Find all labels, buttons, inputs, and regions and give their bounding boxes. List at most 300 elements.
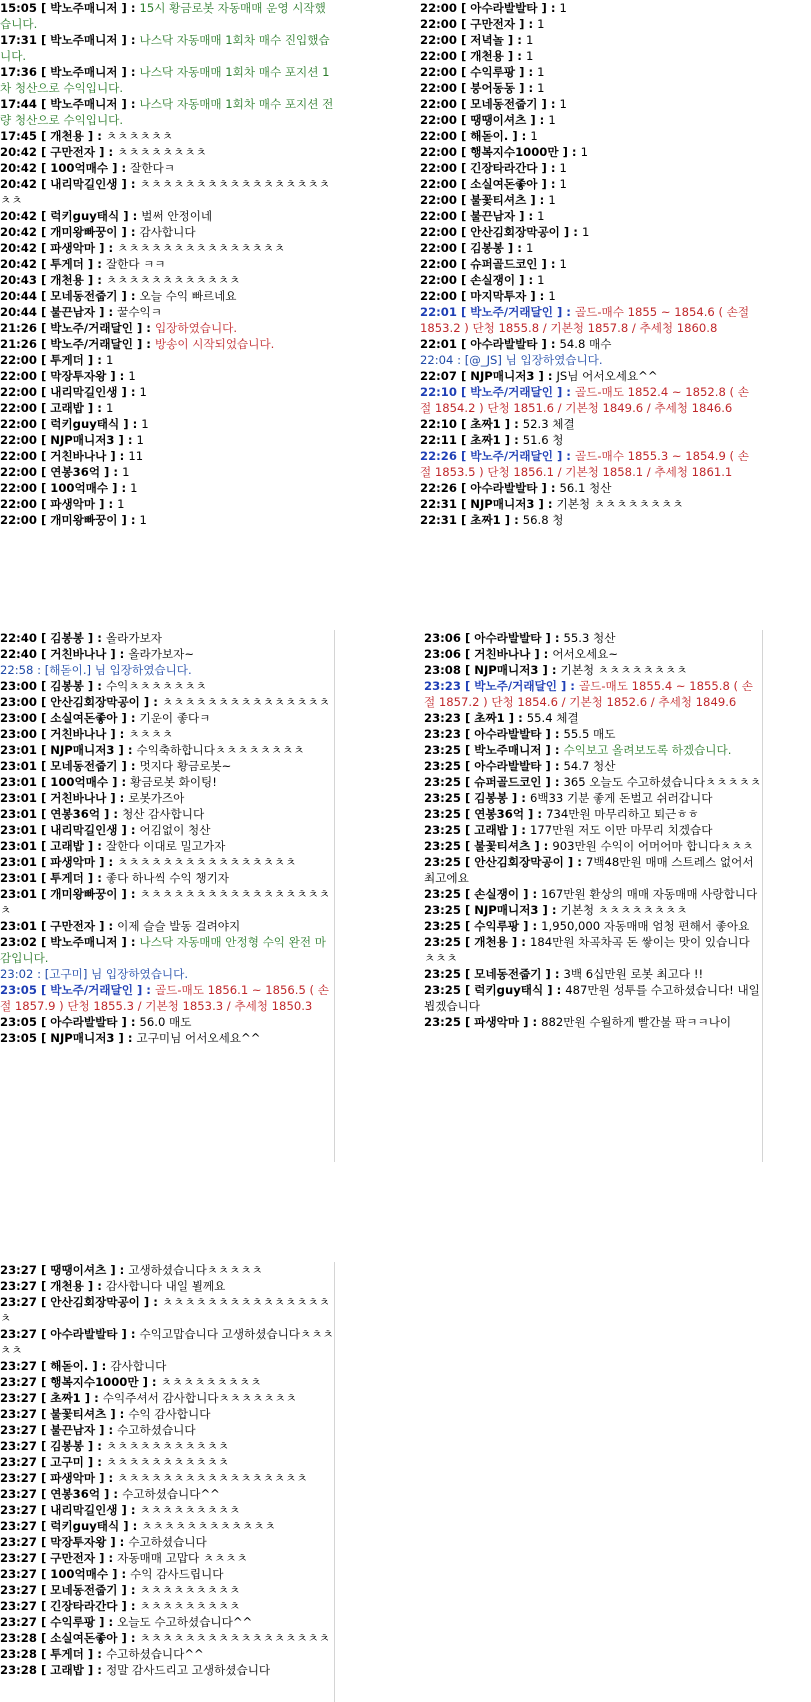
chat-message: 23:27 [ 연봉36억 ] : 수고하셨습니다^^: [0, 1487, 220, 1501]
message-time: 23:23: [424, 679, 461, 693]
message-time: 22:31: [420, 497, 457, 511]
chat-message: 23:02 [ 박노주매니저 ] : 나스닥 자동매매 안정형 수익 완전 마감입니다.: [0, 935, 326, 965]
sender-name[interactable]: 파생악마: [50, 497, 96, 511]
message-text: 골드-매수 1855 ~ 1854.6 ( 손절 1853.2 ) 단청 1855.8 / 기본청 1857.8 / 추세청 1860.8: [420, 305, 750, 335]
message-text: 7백48만원 매매 스트레스 없어서 최고에요: [424, 855, 754, 885]
chat-message: 23:00 [ 소실여돈좋아 ] : 기운이 좋다ㅋ: [0, 711, 211, 725]
message-text: ㅊㅊㅊㅊㅊㅊㅊㅊㅊ: [139, 1583, 241, 1597]
message-text: 1: [122, 465, 130, 479]
message-text: 15시 황금로봇 자동매매 운영 시작했습니다.: [0, 1, 326, 31]
chat-message: 23:01 [ 파생악마 ] : ㅊㅊㅊㅊㅊㅊㅊㅊㅊㅊㅊㅊㅊㅊㅊㅊ: [0, 855, 297, 869]
message-time: 23:27: [0, 1535, 37, 1549]
message-time: 22:00: [420, 209, 457, 223]
sender-name[interactable]: NJP매니저3: [50, 1031, 115, 1045]
message-text: ㅊㅊㅊㅊㅊㅊㅊㅊㅊㅊㅊㅊㅊㅊㅊㅊㅊㅊ: [0, 887, 330, 917]
sender-name[interactable]: 럭키guy태식: [50, 417, 120, 431]
message-time: 23:05: [0, 1015, 37, 1029]
message-time: 23:25: [424, 967, 461, 981]
message-time: 23:01: [0, 855, 37, 869]
chat-message: 22:00 [ 저녁놀 ] : 1: [420, 33, 534, 47]
chat-message: 23:01 [ 개미왕빠꿍이 ] : ㅊㅊㅊㅊㅊㅊㅊㅊㅊㅊㅊㅊㅊㅊㅊㅊㅊㅊ: [0, 887, 330, 917]
sender-name[interactable]: 행복지수1000만: [470, 145, 559, 159]
message-time: 22:00: [420, 65, 457, 79]
chat-message: 23:25 [ 파생악마 ] : 882만원 수월하게 빨간불 팍ㅋㅋ나이: [424, 1015, 732, 1029]
chat-message: 23:27 [ 럭키guy태식 ] : ㅊㅊㅊㅊㅊㅊㅊㅊㅊㅊㅊㅊ: [0, 1519, 276, 1533]
message-text: 1: [128, 369, 136, 383]
sender-name[interactable]: 마지막투자: [470, 289, 527, 303]
message-time: 23:01: [0, 791, 37, 805]
message-text: 잘한다 이대로 밀고가자: [105, 839, 226, 853]
message-text: 54.8 매수: [559, 337, 612, 351]
message-time: 22:11: [420, 433, 457, 447]
sender-name[interactable]: 모네동전줍기: [50, 289, 118, 303]
sender-name[interactable]: 수익루팡: [470, 65, 516, 79]
sender-name[interactable]: 개천용: [50, 129, 84, 143]
sender-name[interactable]: 막장투자왕: [50, 1535, 107, 1549]
sender-name[interactable]: 내리막길인생: [50, 177, 118, 191]
message-time: 23:02: [0, 935, 37, 949]
sender-name[interactable]: 막장투자왕: [50, 369, 107, 383]
message-text: 꿀수익ㅋ: [117, 305, 162, 319]
chat-message: 22:00 [ 거친바나나 ] : 11: [0, 449, 144, 463]
chat-message: 22:26 [ 아수라발발타 ] : 56.1 청산: [420, 481, 612, 495]
message-time: 22:10: [420, 417, 457, 431]
sender-name[interactable]: 초짜1: [470, 433, 501, 447]
sender-name[interactable]: 개천용: [474, 935, 508, 949]
sender-name[interactable]: 아수라발발타: [474, 631, 542, 645]
message-text: 나스닥 자동매매 1회차 매수 진입했습니다.: [0, 33, 330, 63]
sender-name[interactable]: 김봉봉: [470, 241, 504, 255]
sender-name[interactable]: 개천용: [50, 1279, 84, 1293]
message-time: 23:06: [424, 647, 461, 661]
message-time: 23:23: [424, 727, 461, 741]
message-time: 21:26: [0, 337, 37, 351]
chat-message: 22:00 [ 해돋이. ] : 1: [420, 129, 538, 143]
message-text: 수익주셔서 감사합니다ㅊㅊㅊㅊㅊㅊㅊ: [102, 1391, 297, 1405]
message-text: 잘한다ㅋ: [130, 161, 175, 175]
chat-log-panel-4[interactable]: [424, 630, 763, 1162]
sender-name[interactable]: 구만전자: [50, 145, 96, 159]
chat-message: 20:44 [ 모네동전줍기 ] : 오늘 수익 빠르네요: [0, 289, 237, 303]
chat-message: 22:00 [ 땡땡이셔츠 ] : 1: [420, 113, 556, 127]
message-text: 1: [537, 81, 545, 95]
sender-name[interactable]: 아수라발발타: [474, 727, 542, 741]
message-text: 나스닥 자동매매 1회차 매수 포지션 전량 청산으로 수익입니다.: [0, 97, 334, 127]
sender-name[interactable]: 럭키guy태식: [50, 1519, 120, 1533]
chat-message: 23:27 [ 수익루팡 ] : 오늘도 수고하셨습니다^^: [0, 1615, 253, 1629]
chat-message: 22:00 [ 수익루팡 ] : 1: [420, 65, 545, 79]
sender-name[interactable]: 박노주/거래달인: [470, 385, 553, 399]
sender-name[interactable]: 불끈남자: [50, 305, 96, 319]
message-time: 23:05: [0, 1031, 37, 1045]
chat-message: 22:00 [ 내리막길인생 ] : 1: [0, 385, 147, 399]
chat-message: 23:01 [ 고래밥 ] : 잘한다 이대로 밀고가자: [0, 839, 226, 853]
message-time: 22:00: [420, 193, 457, 207]
sender-name[interactable]: 저녁놀: [470, 33, 504, 47]
message-text: 골드-매도 1855.4 ~ 1855.8 ( 손절 1857.2 ) 단청 1854.6 / 기본청 1852.6 / 추세청 1849.6: [424, 679, 753, 709]
message-time: 23:27: [0, 1503, 37, 1517]
message-text: 1: [559, 1, 567, 15]
message-text: 멋지다 황금로봇~: [139, 759, 232, 773]
message-text: 고구미님 어서오세요^^: [136, 1031, 261, 1045]
sender-name[interactable]: 박노주/거래달인: [50, 321, 133, 335]
sender-name[interactable]: 구만전자: [50, 1551, 96, 1565]
message-time: 23:01: [0, 823, 37, 837]
sender-name[interactable]: 연봉36억: [50, 807, 101, 821]
chat-log-panel-2[interactable]: [420, 0, 750, 534]
chat-message: 23:23 [ 박노주/거래달인 ] : 골드-매도 1855.4 ~ 1855.8 ( 손절 1857.2 ) 단청 1854.6 / 기본청 1852.6 / 추세청 1849.6: [424, 679, 753, 709]
sender-name[interactable]: 개미왕빠꿍이: [50, 225, 118, 239]
message-text: ㅊㅊㅊㅊㅊㅊㅊㅊㅊㅊㅊㅊㅊㅊㅊㅊ: [117, 855, 297, 869]
message-text: 감사합니다: [110, 1359, 167, 1373]
sender-name[interactable]: 100억매수: [50, 1567, 109, 1581]
sender-name[interactable]: 손실쟁이: [470, 273, 516, 287]
message-text: [고구미] 님 입장하였습니다.: [44, 967, 189, 981]
message-time: 23:25: [424, 903, 461, 917]
sender-name[interactable]: 슈퍼골드코인: [470, 257, 538, 271]
message-text: ㅊㅊㅊㅊㅊㅊㅊㅊ: [117, 145, 207, 159]
chat-message: 23:28 [ 고래밥 ] : 정말 감사드리고 고생하셨습니다: [0, 1663, 271, 1677]
sender-name[interactable]: NJP매니저3: [474, 903, 539, 917]
sender-name[interactable]: 모네동전줍기: [50, 759, 118, 773]
message-time: 22:00: [0, 465, 37, 479]
message-text: 6백33 기분 좋게 돈벌고 쉬러갑니다: [529, 791, 713, 805]
message-text: JS님 어서오세요^^: [556, 369, 658, 383]
message-time: 23:27: [0, 1263, 37, 1277]
chat-message: 22:00 [ 고래밥 ] : 1: [0, 401, 114, 415]
message-time: 22:00: [0, 353, 37, 367]
message-time: 23:01: [0, 839, 37, 853]
chat-message: 23:25 [ 개천용 ] : 184만원 차곡차곡 돈 쌓이는 맛이 있습니다 ㅊㅊㅊ: [424, 935, 750, 965]
chat-message: 22:11 [ 초짜1 ] : 51.6 청: [420, 433, 564, 447]
sender-name[interactable]: 럭키guy태식: [474, 983, 544, 997]
sender-name[interactable]: 연봉36억: [50, 1487, 101, 1501]
sender-name[interactable]: 행복지수1000만: [50, 1375, 139, 1389]
chat-message: 22:00 [ 투게더 ] : 1: [0, 353, 114, 367]
sender-name[interactable]: 아수라발발타: [470, 1, 538, 15]
sender-name[interactable]: 해돋이.: [50, 1359, 89, 1373]
message-text: 56.1 청산: [559, 481, 612, 495]
chat-message: 23:27 [ 구만전자 ] : 자동매매 고맙다 ㅊㅊㅊㅊ: [0, 1551, 248, 1565]
message-text: 1: [136, 433, 144, 447]
message-text: 수고하셨습니다^^: [105, 1647, 204, 1661]
message-time: 22:31: [420, 513, 457, 527]
message-time: 22:00: [420, 289, 457, 303]
message-text: 나스닥 자동매매 1회차 매수 포지션 1차 청산으로 수익입니다.: [0, 65, 330, 95]
message-time: 20:43: [0, 273, 37, 287]
sender-name[interactable]: 박노주/거래달인: [470, 449, 553, 463]
message-time: 23:01: [0, 871, 37, 885]
message-time: 23:25: [424, 887, 461, 901]
message-time: 23:27: [0, 1375, 37, 1389]
chat-message: 21:26 [ 박노주/거래달인 ] : 방송이 시작되었습니다.: [0, 337, 275, 351]
chat-message: 20:42 [ 럭키guy태식 ] : 벌써 안정이네: [0, 209, 213, 223]
chat-message: 23:25 [ NJP매니저3 ] : 기본청 ㅊㅊㅊㅊㅊㅊㅊㅊ: [424, 903, 688, 917]
message-text: 수익축하합니다ㅊㅊㅊㅊㅊㅊㅊㅊ: [136, 743, 305, 757]
message-text: 수고하셨습니다: [117, 1423, 196, 1437]
sender-name[interactable]: 박노주매니저: [50, 935, 118, 949]
sender-name[interactable]: 박노주매니저: [50, 1, 118, 15]
message-text: 1: [580, 145, 588, 159]
sender-name[interactable]: 투게더: [50, 871, 84, 885]
sender-name[interactable]: 고래밥: [474, 823, 508, 837]
sender-name[interactable]: 아수라발발타: [50, 1327, 118, 1341]
message-text: 487만원 성투를 수고하셨습니다! 내일 뵙겠습니다: [424, 983, 760, 1013]
sender-name[interactable]: 해돋이.: [470, 129, 509, 143]
sender-name[interactable]: 붕어동동: [470, 81, 516, 95]
sender-name[interactable]: 거친바나나: [50, 791, 107, 805]
sender-name[interactable]: 불꽃티셔츠: [50, 1407, 107, 1421]
sender-name[interactable]: 안산김회장막공이: [470, 225, 560, 239]
sender-name[interactable]: 100억매수: [50, 775, 109, 789]
sender-name[interactable]: 김봉봉: [50, 679, 84, 693]
message-text: 입장하였습니다.: [154, 321, 238, 335]
sender-name[interactable]: 파생악마: [474, 1015, 520, 1029]
message-time: 23:27: [0, 1295, 37, 1309]
chat-message: 23:01 [ 연봉36억 ] : 청산 감사합니다: [0, 807, 205, 821]
sender-name[interactable]: NJP매니저3: [470, 369, 535, 383]
sender-name[interactable]: 모네동전줍기: [50, 1583, 118, 1597]
message-time: 23:25: [424, 775, 461, 789]
message-time: 23:25: [424, 743, 461, 757]
message-time: 23:25: [424, 759, 461, 773]
message-time: 23:25: [424, 823, 461, 837]
sender-name[interactable]: 파생악마: [50, 1471, 96, 1485]
chat-message: 23:27 [ 초짜1 ] : 수익주셔서 감사합니다ㅊㅊㅊㅊㅊㅊㅊ: [0, 1391, 297, 1405]
sender-name[interactable]: 소실여돈좋아: [470, 177, 538, 191]
sender-name[interactable]: 연봉36억: [474, 807, 525, 821]
sender-name[interactable]: 투게더: [50, 1647, 84, 1661]
sender-name[interactable]: 파생악마: [50, 241, 96, 255]
sender-name[interactable]: 박노주/거래달인: [50, 337, 133, 351]
sender-name[interactable]: 고래밥: [50, 401, 84, 415]
sender-name[interactable]: 불꽃티셔츠: [470, 193, 527, 207]
sender-name[interactable]: 박노주매니저: [50, 65, 118, 79]
sender-name[interactable]: 파생악마: [50, 855, 96, 869]
sender-name[interactable]: 개천용: [470, 49, 504, 63]
sender-name[interactable]: 소실여돈좋아: [50, 711, 118, 725]
sender-name[interactable]: 불끈남자: [470, 209, 516, 223]
message-text: 방송이 시작되었습니다.: [154, 337, 275, 351]
message-time: 23:28: [0, 1647, 37, 1661]
chat-message: 23:25 [ 안산김회장막공이 ] : 7백48만원 매매 스트레스 없어서 최고에요: [424, 855, 754, 885]
message-text: 수익 감사드립니다: [130, 1567, 224, 1581]
message-text: ㅊㅊㅊㅊㅊㅊㅊㅊㅊㅊㅊ: [105, 1439, 230, 1453]
sender-name[interactable]: 김봉봉: [474, 791, 508, 805]
sender-name[interactable]: 고구미: [50, 1455, 84, 1469]
chat-message: 22:00 [ 구만전자 ] : 1: [420, 17, 545, 31]
message-time: 22:00: [0, 497, 37, 511]
chat-message: 20:44 [ 불끈남자 ] : 꿀수익ㅋ: [0, 305, 162, 319]
sender-name[interactable]: 안산김회장막공이: [50, 1295, 140, 1309]
sender-name[interactable]: 거친바나나: [474, 647, 531, 661]
sender-name[interactable]: 수익루팡: [474, 919, 520, 933]
message-time: 23:01: [0, 919, 37, 933]
message-text: 로봇가즈아: [128, 791, 185, 805]
chat-message: 23:27 [ 긴장타라간다 ] : ㅊㅊㅊㅊㅊㅊㅊㅊㅊ: [0, 1599, 241, 1613]
chat-message: 22:00 [ 안산김회장막공이 ] : 1: [420, 225, 590, 239]
chat-message: 23:00 [ 거친바나나 ] : ㅊㅊㅊㅊ: [0, 727, 174, 741]
chat-message: 22:00 [ 모네동전줍기 ] : 1: [420, 97, 567, 111]
sender-name[interactable]: 거친바나나: [50, 449, 107, 463]
chat-message: 21:26 [ 박노주/거래달인 ] : 입장하였습니다.: [0, 321, 238, 335]
sender-name[interactable]: 땡땡이셔츠: [470, 113, 527, 127]
sender-name[interactable]: 수익루팡: [50, 1615, 96, 1629]
chat-message: 23:06 [ 아수라발발타 ] : 55.3 청산: [424, 631, 616, 645]
message-time: 20:42: [0, 257, 37, 271]
message-time: 23:27: [0, 1407, 37, 1421]
chat-message: 23:25 [ 김봉봉 ] : 6백33 기분 좋게 돈벌고 쉬러갑니다: [424, 791, 713, 805]
sender-name[interactable]: 개미왕빠꿍이: [50, 513, 118, 527]
sender-name[interactable]: 거친바나나: [50, 647, 107, 661]
chat-log-panel-3[interactable]: [0, 630, 335, 1162]
sender-name[interactable]: 아수라발발타: [470, 481, 538, 495]
sender-name[interactable]: 손실쟁이: [474, 887, 520, 901]
sender-name[interactable]: 소실여돈좋아: [50, 1631, 118, 1645]
chat-message: 23:25 [ 아수라발발타 ] : 54.7 청산: [424, 759, 616, 773]
chat-message: 22:00 [ 손실쟁이 ] : 1: [420, 273, 545, 287]
message-text: 좋다 하나씩 수익 챙기자: [105, 871, 229, 885]
chat-log-panel-1[interactable]: [0, 0, 334, 534]
sender-name[interactable]: NJP매니저3: [50, 433, 115, 447]
sender-name[interactable]: 초짜1: [470, 417, 501, 431]
sender-name[interactable]: 투게더: [50, 353, 84, 367]
message-text: 1: [581, 225, 590, 239]
message-time: 20:42: [0, 225, 37, 239]
sender-name[interactable]: 박노주매니저: [474, 743, 542, 757]
sender-name[interactable]: 아수라발발타: [474, 759, 542, 773]
sender-name[interactable]: 초짜1: [470, 513, 501, 527]
message-time: 23:01: [0, 775, 37, 789]
chat-message: 23:27 [ 모네동전줍기 ] : ㅊㅊㅊㅊㅊㅊㅊㅊㅊ: [0, 1583, 241, 1597]
sender-name[interactable]: 고래밥: [50, 839, 84, 853]
chat-message: 20:42 [ 개미왕빠꿍이 ] : 감사합니다: [0, 225, 196, 239]
sender-name[interactable]: 박노주매니저: [50, 97, 118, 111]
sender-name[interactable]: 고래밥: [50, 1663, 84, 1677]
chat-message: 23:00 [ 김봉봉 ] : 수익ㅊㅊㅊㅊㅊㅊㅊ: [0, 679, 207, 693]
chat-message: 22:40 [ 김봉봉 ] : 올라가보자: [0, 631, 162, 645]
message-text: 1: [537, 65, 545, 79]
message-time: 22:00: [420, 129, 457, 143]
sender-name[interactable]: 100억매수: [50, 161, 109, 175]
message-text: ㅊㅊㅊㅊㅊㅊㅊㅊㅊ: [139, 1503, 241, 1517]
message-text: ㅊㅊㅊㅊ: [128, 727, 174, 741]
sender-name[interactable]: 연봉36억: [50, 465, 101, 479]
chat-message: 20:42 [ 100억매수 ] : 잘한다ㅋ: [0, 161, 175, 175]
message-time: 22:10: [420, 385, 457, 399]
sender-name[interactable]: 박노주/거래달인: [50, 983, 133, 997]
sender-name[interactable]: 구만전자: [50, 919, 96, 933]
chat-message: 23:27 [ 고구미 ] : ㅊㅊㅊㅊㅊㅊㅊㅊㅊㅊㅊ: [0, 1455, 230, 1469]
message-text: 자동매매 고맙다 ㅊㅊㅊㅊ: [117, 1551, 248, 1565]
sender-name[interactable]: 아수라발발타: [50, 1015, 118, 1029]
chat-message: 22:00 [ 김봉봉 ] : 1: [420, 241, 534, 255]
sender-name[interactable]: 내리막길인생: [50, 823, 118, 837]
sender-name[interactable]: 초짜1: [474, 711, 505, 725]
sender-name[interactable]: 개천용: [50, 273, 84, 287]
message-time: 23:02: [0, 967, 34, 981]
sender-name[interactable]: 안산김회장막공이: [474, 855, 564, 869]
sender-name[interactable]: 긴장타라간다: [470, 161, 538, 175]
message-text: 1: [537, 209, 545, 223]
sender-name[interactable]: 개미왕빠꿍이: [50, 887, 118, 901]
sender-name[interactable]: 김봉봉: [50, 1439, 84, 1453]
message-time: 22:00: [420, 17, 457, 31]
sender-name[interactable]: 내리막길인생: [50, 385, 118, 399]
message-time: 22:01: [420, 337, 457, 351]
chat-message: 22:00 [ 아수라발발타 ] : 1: [420, 1, 567, 15]
sender-name[interactable]: 투게더: [50, 257, 84, 271]
message-time: 23:08: [424, 663, 461, 677]
sender-name[interactable]: 아수라발발타: [470, 337, 538, 351]
message-text: 1: [525, 241, 534, 255]
sender-name[interactable]: 땡땡이셔츠: [50, 1263, 107, 1277]
chat-message: 23:25 [ 슈퍼골드코인 ] : 365 오늘도 수고하셨습니다ㅊㅊㅊㅊㅊ: [424, 775, 762, 789]
message-text: 1: [105, 401, 114, 415]
message-time: 23:25: [424, 839, 461, 853]
message-text: 1: [130, 481, 138, 495]
sender-name[interactable]: 초짜1: [50, 1391, 81, 1405]
message-text: ㅊㅊㅊㅊㅊㅊㅊㅊㅊ: [160, 1375, 262, 1389]
sender-name[interactable]: 불꽃티셔츠: [474, 839, 531, 853]
chat-message: 22:07 [ NJP매니저3 ] : JS님 어서오세요^^: [420, 369, 658, 383]
message-text: 잘한다 ㅋㅋ: [105, 257, 166, 271]
sender-name[interactable]: 김봉봉: [50, 631, 84, 645]
sender-name[interactable]: 박노주/거래달인: [474, 679, 557, 693]
chat-message: 23:00 [ 안산김회장막공이 ] : ㅊㅊㅊㅊㅊㅊㅊㅊㅊㅊㅊㅊㅊㅊㅊ: [0, 695, 330, 709]
message-text: ㅊㅊㅊㅊㅊㅊㅊㅊㅊㅊㅊㅊㅊㅊㅊㅊㅊ: [139, 1631, 330, 1645]
message-time: 20:42: [0, 145, 37, 159]
sender-name[interactable]: NJP매니저3: [470, 497, 535, 511]
sender-name[interactable]: NJP매니저3: [474, 663, 539, 677]
sender-name[interactable]: 모네동전줍기: [470, 97, 538, 111]
sender-name[interactable]: 불끈남자: [50, 1423, 96, 1437]
message-time: 17:45: [0, 129, 37, 143]
message-time: 23:27: [0, 1551, 37, 1565]
message-time: 23:28: [0, 1663, 37, 1677]
sender-name[interactable]: 구만전자: [470, 17, 516, 31]
message-text: 56.8 청: [522, 513, 564, 527]
message-time: 23:00: [0, 727, 37, 741]
sender-name[interactable]: NJP매니저3: [50, 743, 115, 757]
chat-log-panel-5[interactable]: [0, 1262, 335, 1702]
message-text: ㅊㅊㅊㅊㅊㅊㅊㅊㅊㅊㅊ: [105, 1455, 230, 1469]
message-time: 22:00: [0, 513, 37, 527]
sender-name[interactable]: 거친바나나: [50, 727, 107, 741]
message-time: 23:01: [0, 807, 37, 821]
message-time: 22:00: [0, 449, 37, 463]
message-time: 23:01: [0, 887, 37, 901]
sender-name[interactable]: 박노주/거래달인: [470, 305, 553, 319]
sender-name[interactable]: 슈퍼골드코인: [474, 775, 542, 789]
message-text: 1: [117, 497, 125, 511]
chat-message: 22:00 [ 마지막투자 ] : 1: [420, 289, 556, 303]
chat-message: 22:00 [ 개미왕빠꿍이 ] : 1: [0, 513, 147, 527]
sender-name[interactable]: 긴장타라간다: [50, 1599, 118, 1613]
chat-message: 23:27 [ 땡땡이셔츠 ] : 고생하셨습니다ㅊㅊㅊㅊㅊ: [0, 1263, 263, 1277]
message-time: 22:40: [0, 647, 37, 661]
sender-name[interactable]: 100억매수: [50, 481, 109, 495]
sender-name[interactable]: 내리막길인생: [50, 1503, 118, 1517]
sender-name[interactable]: 모네동전줍기: [474, 967, 542, 981]
message-time: 22:00: [420, 257, 457, 271]
message-text: 177만원 저도 이만 마무리 치겠습다: [529, 823, 713, 837]
message-time: 23:27: [0, 1391, 37, 1405]
sender-name[interactable]: 럭키guy태식: [50, 209, 120, 223]
sender-name[interactable]: 안산김회장막공이: [50, 695, 140, 709]
sender-name[interactable]: 박노주매니저: [50, 33, 118, 47]
message-text: 기본청 ㅊㅊㅊㅊㅊㅊㅊㅊ: [560, 663, 688, 677]
